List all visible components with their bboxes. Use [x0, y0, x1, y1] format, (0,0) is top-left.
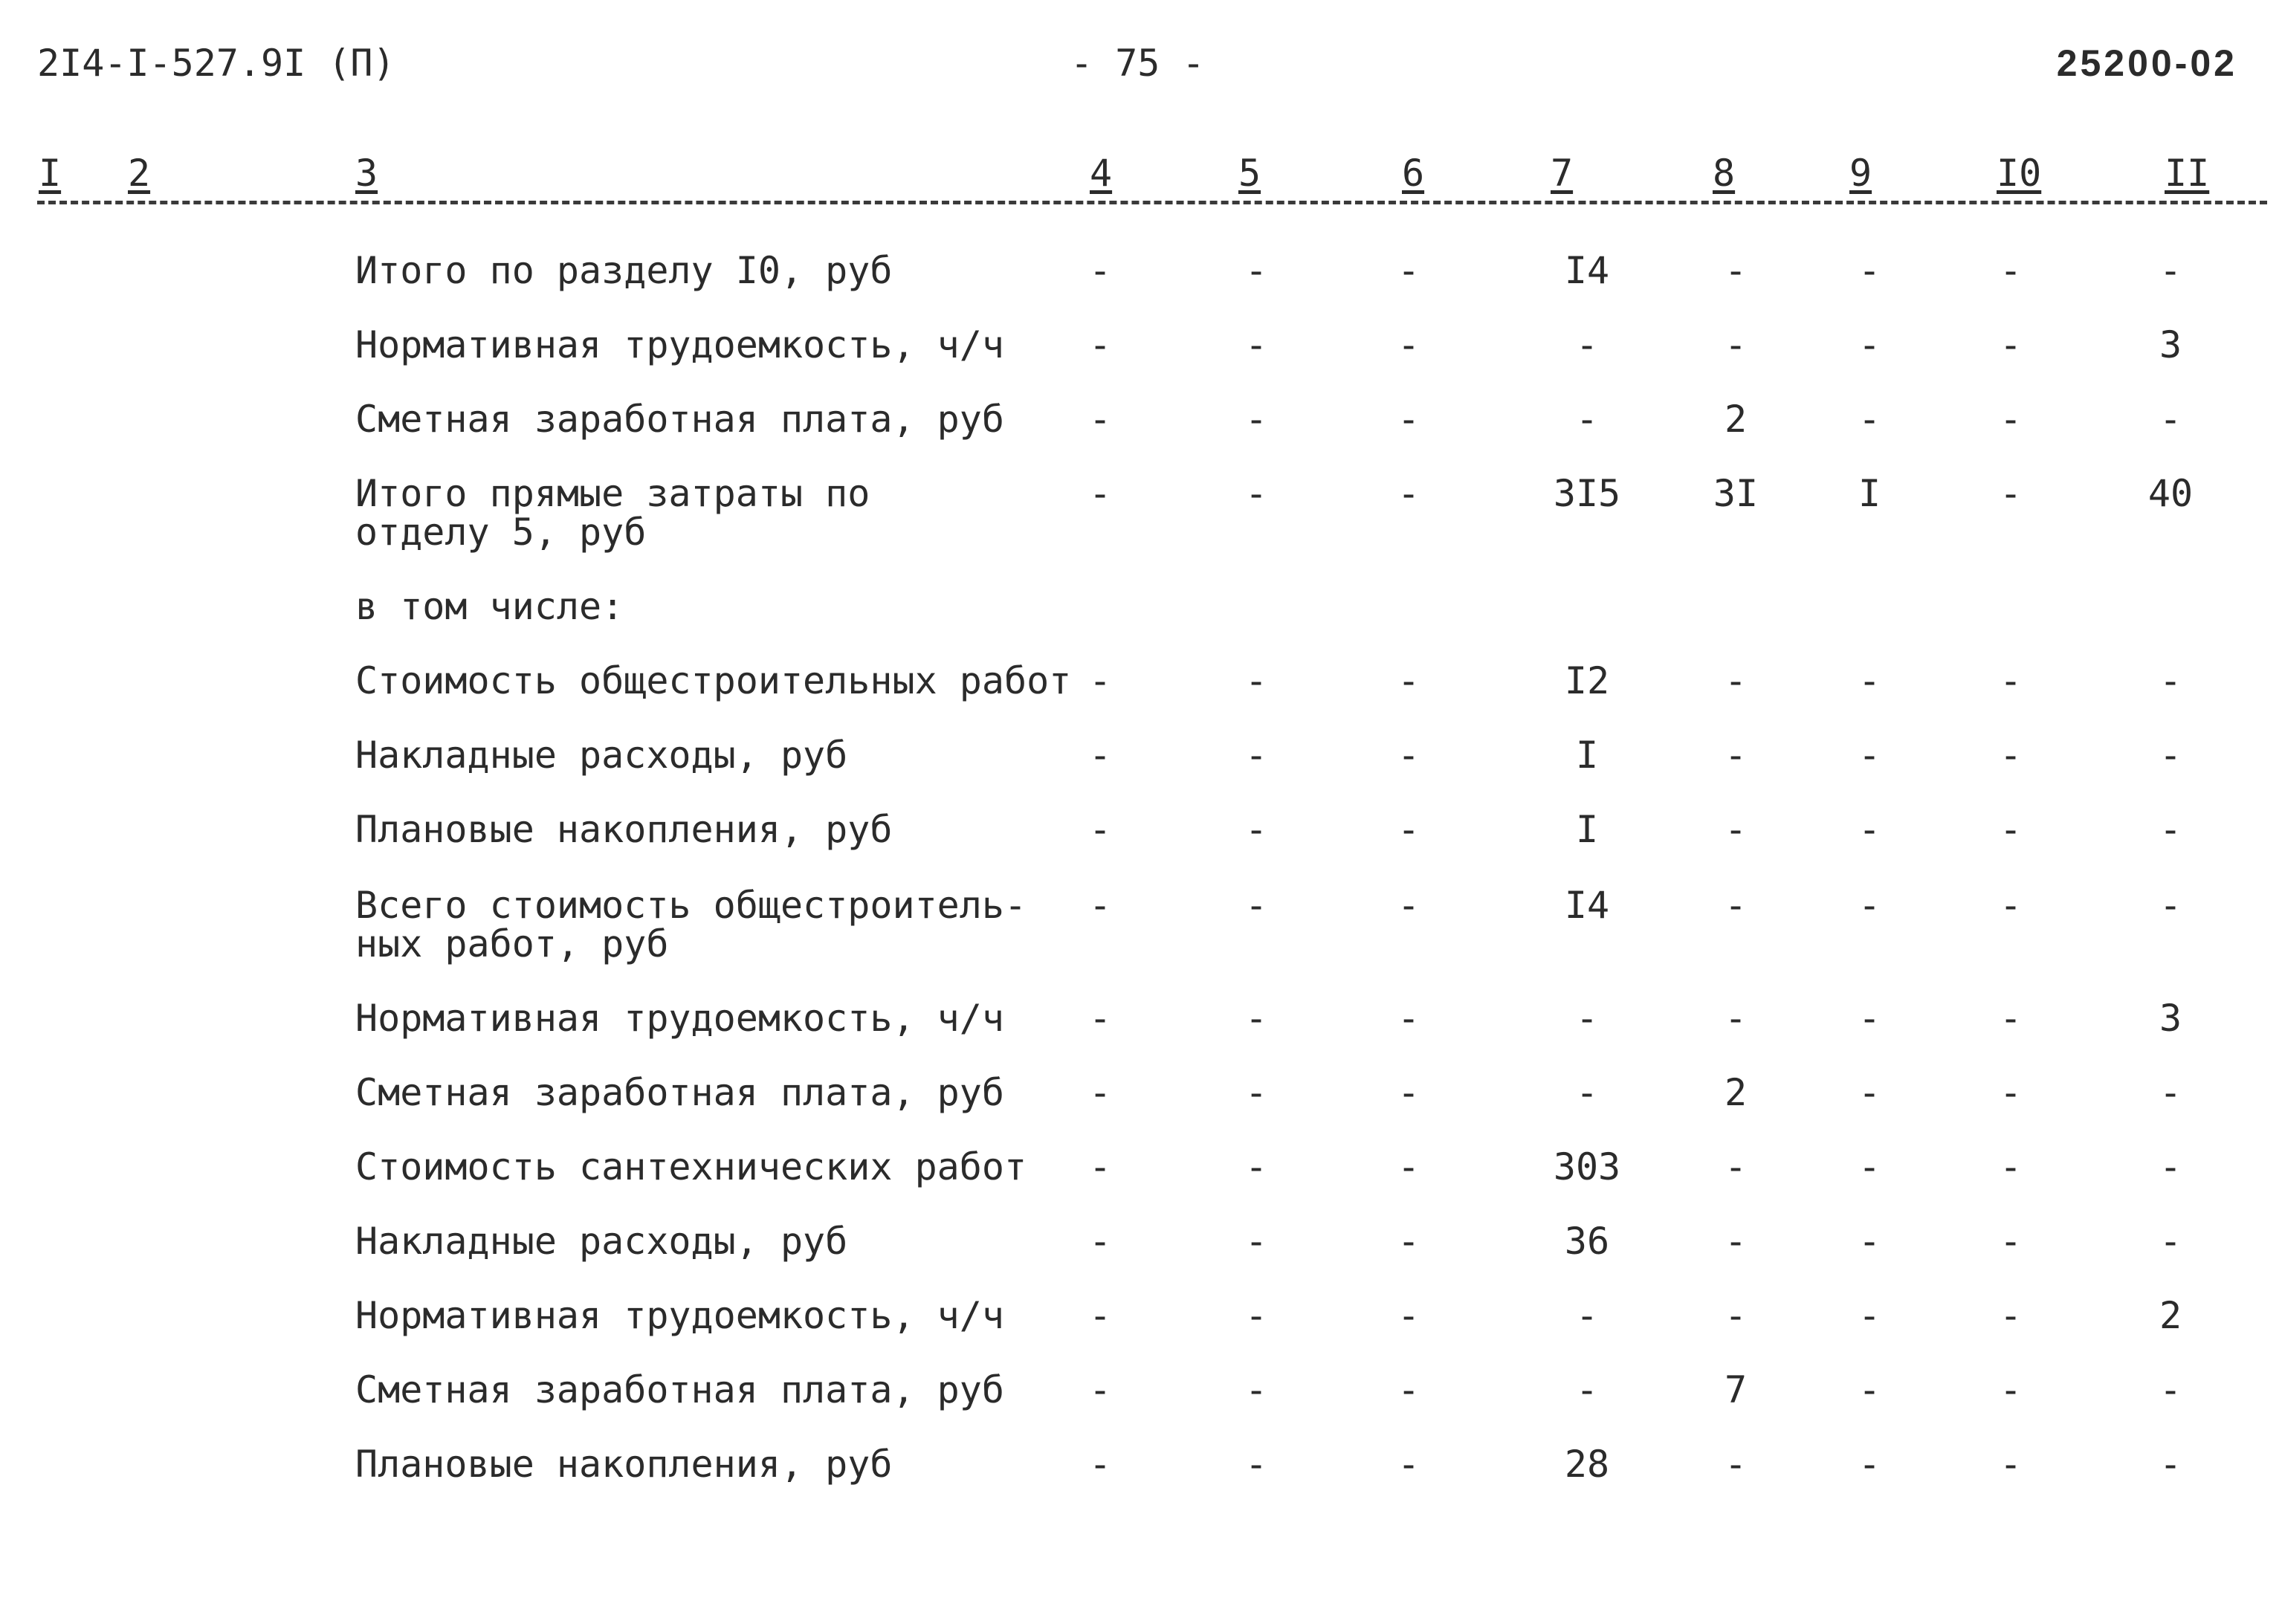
row-value-col-10: -	[1999, 1220, 2023, 1263]
column-number: II	[2165, 152, 2210, 195]
row-value-col-8: 3I	[1713, 472, 1759, 515]
column-number: 9	[1849, 152, 1872, 195]
row-value-col-8: -	[1724, 997, 1748, 1040]
row-value-col-11: -	[2159, 1145, 2182, 1188]
row-value-col-6: -	[1397, 659, 1420, 702]
row-value-col-5: -	[1244, 997, 1268, 1040]
row-label: Всего стоимость общестроитель- ных работ, руб	[355, 884, 1027, 965]
row-value-col-6: -	[1397, 472, 1420, 515]
row-value-col-7: I	[1575, 734, 1599, 777]
row-value-col-11: -	[2159, 1368, 2182, 1411]
row-value-col-6: -	[1397, 734, 1420, 777]
row-value-col-8: -	[1724, 1294, 1748, 1337]
row-label: Итого по разделу I0, руб	[355, 249, 893, 292]
column-number-row	[0, 149, 2282, 208]
row-value-col-9: -	[1858, 1443, 1881, 1486]
row-value-col-11: 2	[2159, 1294, 2182, 1337]
row-value-col-9: -	[1858, 884, 1881, 927]
row-value-col-9: -	[1858, 1145, 1881, 1188]
row-value-col-5: -	[1244, 808, 1268, 851]
page-number: - 75 -	[1070, 42, 1205, 85]
row-label: Стоимость сантехнических работ	[355, 1145, 1027, 1188]
row-value-col-9: -	[1858, 1294, 1881, 1337]
row-value-col-4: -	[1088, 398, 1112, 441]
row-value-col-4: -	[1088, 997, 1112, 1040]
row-value-col-8: 7	[1724, 1368, 1748, 1411]
column-number: 8	[1713, 152, 1736, 195]
row-value-col-4: -	[1088, 808, 1112, 851]
row-value-col-10: -	[1999, 1071, 2023, 1114]
row-label: Нормативная трудоемкость, ч/ч	[355, 323, 1004, 366]
row-value-col-8: -	[1724, 1145, 1748, 1188]
row-value-col-8: -	[1724, 734, 1748, 777]
column-number: 7	[1551, 152, 1574, 195]
row-value-col-9: -	[1858, 398, 1881, 441]
row-value-col-9: I	[1858, 472, 1881, 515]
row-value-col-5: -	[1244, 323, 1268, 366]
row-label: Нормативная трудоемкость, ч/ч	[355, 1294, 1004, 1337]
row-value-col-10: -	[1999, 1294, 2023, 1337]
row-value-col-11: -	[2159, 1443, 2182, 1486]
row-label: Стоимость общестроительных работ	[355, 659, 1072, 702]
row-value-col-5: -	[1244, 1220, 1268, 1263]
row-value-col-10: -	[1999, 472, 2023, 515]
row-value-col-7: 28	[1564, 1443, 1610, 1486]
row-value-col-4: -	[1088, 1443, 1112, 1486]
row-value-col-9: -	[1858, 659, 1881, 702]
row-value-col-4: -	[1088, 1071, 1112, 1114]
row-value-col-7: -	[1575, 1294, 1599, 1337]
row-value-col-6: -	[1397, 808, 1420, 851]
row-value-col-7: I2	[1564, 659, 1610, 702]
row-value-col-6: -	[1397, 997, 1420, 1040]
row-value-col-11: 40	[2147, 472, 2194, 515]
row-value-col-11: -	[2159, 734, 2182, 777]
row-value-col-6: -	[1397, 1071, 1420, 1114]
row-value-col-11: -	[2159, 1220, 2182, 1263]
row-value-col-7: I	[1575, 808, 1599, 851]
row-value-col-7: 36	[1564, 1220, 1610, 1263]
row-value-col-8: -	[1724, 1220, 1748, 1263]
row-value-col-7: -	[1575, 997, 1599, 1040]
row-value-col-5: -	[1244, 659, 1268, 702]
row-value-col-11: -	[2159, 884, 2182, 927]
row-label: Сметная заработная плата, руб	[355, 398, 1004, 441]
row-value-col-10: -	[1999, 884, 2023, 927]
row-value-col-11: -	[2159, 659, 2182, 702]
row-value-col-10: -	[1999, 1145, 2023, 1188]
row-value-col-6: -	[1397, 398, 1420, 441]
row-value-col-9: -	[1858, 1220, 1881, 1263]
row-value-col-4: -	[1088, 734, 1112, 777]
row-value-col-8: -	[1724, 808, 1748, 851]
column-number: I	[39, 152, 62, 195]
column-number: 3	[355, 152, 378, 195]
row-value-col-7: -	[1575, 398, 1599, 441]
row-value-col-6: -	[1397, 1220, 1420, 1263]
row-label: Плановые накопления, руб	[355, 1443, 893, 1486]
row-value-col-8: -	[1724, 884, 1748, 927]
row-value-col-5: -	[1244, 1294, 1268, 1337]
row-value-col-10: -	[1999, 323, 2023, 366]
row-value-col-8: -	[1724, 249, 1748, 292]
row-value-col-5: -	[1244, 1071, 1268, 1114]
row-value-col-9: -	[1858, 808, 1881, 851]
row-value-col-6: -	[1397, 1443, 1420, 1486]
row-value-col-5: -	[1244, 398, 1268, 441]
row-value-col-11: -	[2159, 808, 2182, 851]
column-number: 6	[1402, 152, 1425, 195]
row-value-col-4: -	[1088, 472, 1112, 515]
row-value-col-9: -	[1858, 323, 1881, 366]
row-value-col-6: -	[1397, 249, 1420, 292]
row-value-col-6: -	[1397, 1368, 1420, 1411]
column-number: I0	[1997, 152, 2042, 195]
row-value-col-5: -	[1244, 734, 1268, 777]
row-label: Плановые накопления, руб	[355, 808, 893, 851]
row-value-col-10: -	[1999, 997, 2023, 1040]
row-value-col-8: -	[1724, 659, 1748, 702]
row-value-col-10: -	[1999, 398, 2023, 441]
row-value-col-6: -	[1397, 884, 1420, 927]
row-value-col-4: -	[1088, 884, 1112, 927]
row-value-col-4: -	[1088, 1368, 1112, 1411]
row-value-col-8: -	[1724, 1443, 1748, 1486]
row-value-col-4: -	[1088, 1145, 1112, 1188]
row-value-col-7: 303	[1553, 1145, 1621, 1188]
row-value-col-5: -	[1244, 472, 1268, 515]
row-label: Сметная заработная плата, руб	[355, 1368, 1004, 1411]
column-number: 4	[1090, 152, 1113, 195]
row-value-col-10: -	[1999, 808, 2023, 851]
row-value-col-10: -	[1999, 659, 2023, 702]
row-value-col-8: 2	[1724, 1071, 1748, 1114]
row-label: Накладные расходы, руб	[355, 1220, 848, 1263]
row-value-col-7: 3I5	[1553, 472, 1621, 515]
row-label: в том числе:	[355, 585, 624, 628]
column-number: 2	[128, 152, 151, 195]
row-value-col-10: -	[1999, 1368, 2023, 1411]
sheet-code: 25200-02	[2056, 42, 2237, 84]
document-code: 2I4-I-527.9I (П)	[37, 42, 395, 85]
row-value-col-10: -	[1999, 249, 2023, 292]
row-value-col-11: -	[2159, 249, 2182, 292]
row-value-col-5: -	[1244, 1443, 1268, 1486]
row-value-col-8: 2	[1724, 398, 1748, 441]
row-label: Накладные расходы, руб	[355, 734, 848, 777]
row-value-col-9: -	[1858, 1071, 1881, 1114]
row-value-col-9: -	[1858, 997, 1881, 1040]
row-value-col-9: -	[1858, 734, 1881, 777]
row-value-col-7: -	[1575, 323, 1599, 366]
row-value-col-5: -	[1244, 1368, 1268, 1411]
row-value-col-4: -	[1088, 249, 1112, 292]
row-value-col-4: -	[1088, 1294, 1112, 1337]
row-value-col-6: -	[1397, 323, 1420, 366]
row-value-col-8: -	[1724, 323, 1748, 366]
row-value-col-7: I4	[1564, 884, 1610, 927]
row-value-col-10: -	[1999, 1443, 2023, 1486]
row-value-col-9: -	[1858, 249, 1881, 292]
row-value-col-11: -	[2159, 398, 2182, 441]
row-value-col-4: -	[1088, 1220, 1112, 1263]
row-value-col-5: -	[1244, 1145, 1268, 1188]
row-value-col-9: -	[1858, 1368, 1881, 1411]
column-number: 5	[1238, 152, 1261, 195]
column-number-divider	[37, 201, 2267, 204]
row-value-col-5: -	[1244, 249, 1268, 292]
row-value-col-4: -	[1088, 659, 1112, 702]
row-value-col-10: -	[1999, 734, 2023, 777]
row-label: Сметная заработная плата, руб	[355, 1071, 1004, 1114]
row-label: Итого прямые затраты по отделу 5, руб	[355, 472, 870, 554]
row-value-col-11: 3	[2159, 323, 2182, 366]
row-value-col-6: -	[1397, 1145, 1420, 1188]
row-value-col-4: -	[1088, 323, 1112, 366]
row-label: Нормативная трудоемкость, ч/ч	[355, 997, 1004, 1040]
row-value-col-5: -	[1244, 884, 1268, 927]
row-value-col-7: -	[1575, 1368, 1599, 1411]
row-value-col-7: I4	[1564, 249, 1610, 292]
row-value-col-6: -	[1397, 1294, 1420, 1337]
row-value-col-11: -	[2159, 1071, 2182, 1114]
row-value-col-7: -	[1575, 1071, 1599, 1114]
row-value-col-11: 3	[2159, 997, 2182, 1040]
